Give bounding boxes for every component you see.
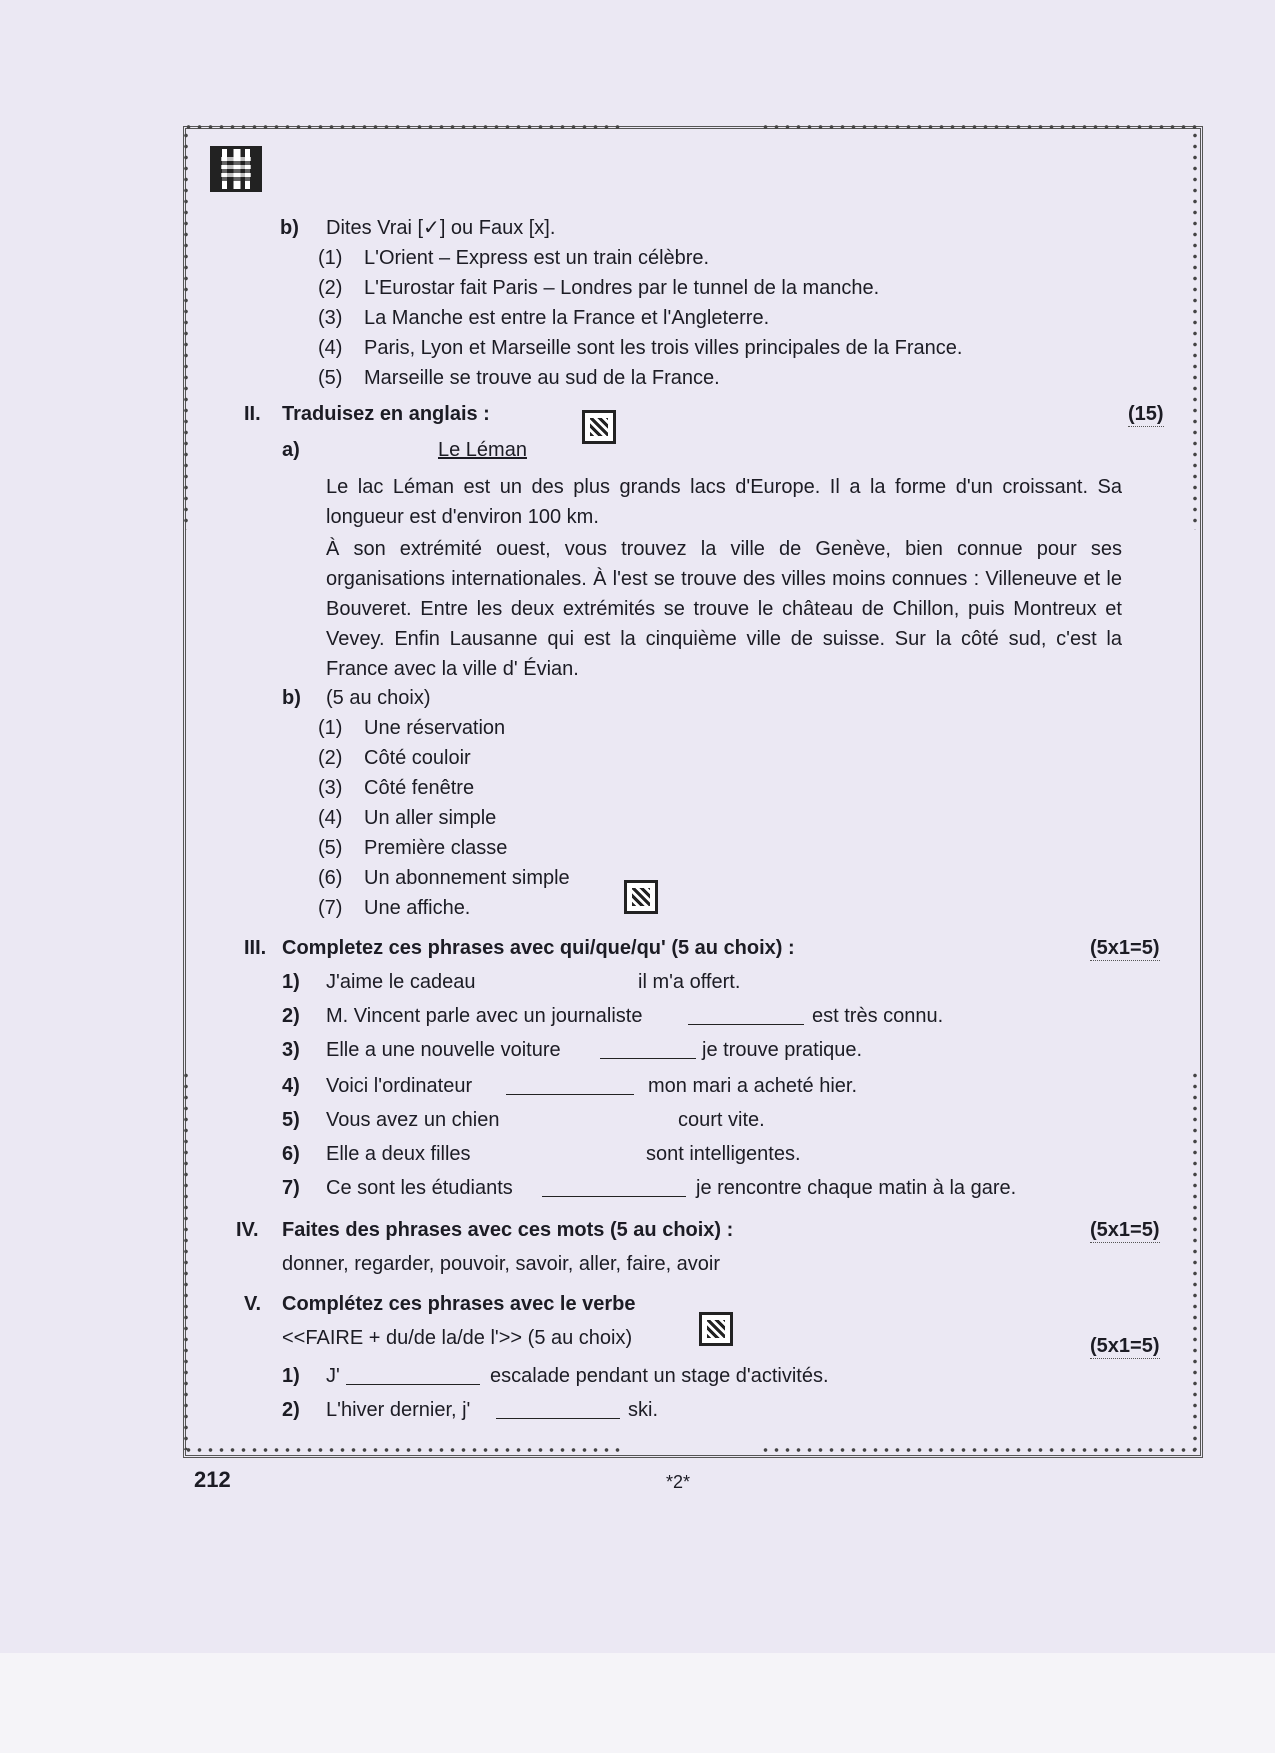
sentence-start: Elle a deux filles <box>326 1143 471 1165</box>
sentence-start: J' <box>326 1365 340 1387</box>
list-item: Un aller simple <box>364 807 497 829</box>
fill-in-blank[interactable] <box>600 1058 696 1059</box>
list-item: Une réservation <box>364 717 506 739</box>
fill-in-blank[interactable] <box>506 1094 634 1095</box>
sentence-start: Ce sont les étudiants <box>326 1177 513 1199</box>
item-number: 2) <box>282 1005 300 1027</box>
border-ornament-bottom-right <box>760 1447 1197 1453</box>
section-marks: (5x1=5) <box>1090 1219 1160 1241</box>
question-instruction: (5 au choix) <box>326 687 431 709</box>
border-ornament-left-lower <box>183 1070 189 1450</box>
item-number: 1) <box>282 971 300 993</box>
sentence-start: M. Vincent parle avec un journaliste <box>326 1005 643 1027</box>
sentence-end: court vite. <box>678 1109 765 1131</box>
item-number: 5) <box>282 1109 300 1131</box>
list-item: Côté couloir <box>364 747 471 769</box>
list-item: Un abonnement simple <box>364 867 570 889</box>
sentence-start: Vous avez un chien <box>326 1109 500 1131</box>
section-number: II. <box>244 403 261 425</box>
item-number: (4) <box>318 337 343 359</box>
border-ornament-left-upper <box>183 130 189 530</box>
section-marks: (15) <box>1128 403 1164 425</box>
question-label: b) <box>280 217 299 239</box>
list-item: L'Eurostar fait Paris – Londres par le tunnel de la manche. <box>364 277 880 299</box>
section-number: III. <box>244 937 267 959</box>
border-ornament-top-right <box>760 124 1197 130</box>
question-label: b) <box>282 687 301 709</box>
sentence-end: escalade pendant un stage d'activités. <box>490 1365 829 1387</box>
qr-code-icon <box>582 410 616 444</box>
list-item: Côté fenêtre <box>364 777 475 799</box>
list-item: Paris, Lyon et Marseille sont les trois villes principales de la France. <box>364 337 963 359</box>
sentence-end: est très connu. <box>812 1005 944 1027</box>
section-title: Traduisez en anglais : <box>282 403 490 425</box>
item-number: (5) <box>318 837 343 859</box>
sentence-end: je rencontre chaque matin à la gare. <box>696 1177 1017 1199</box>
section-marks: (5x1=5) <box>1090 1335 1160 1357</box>
item-number: (3) <box>318 307 343 329</box>
sentence-end: sont intelligentes. <box>646 1143 801 1165</box>
question-instruction: Dites Vrai [✓] ou Faux [x]. <box>326 217 556 239</box>
sentence-end: il m'a offert. <box>638 971 741 993</box>
qr-code-icon <box>699 1312 733 1346</box>
list-item: Marseille se trouve au sud de la France. <box>364 367 720 389</box>
item-number: 1) <box>282 1365 300 1387</box>
item-number: (2) <box>318 747 343 769</box>
item-number: (2) <box>318 277 343 299</box>
item-number: 2) <box>282 1399 300 1421</box>
sentence-end: mon mari a acheté hier. <box>648 1075 857 1097</box>
section-title: Complétez ces phrases avec le verbe <box>282 1293 636 1315</box>
scanner-background <box>0 1653 1275 1753</box>
item-number: 6) <box>282 1143 300 1165</box>
passage-heading: Le Léman <box>438 439 527 461</box>
section-title: Completez ces phrases avec qui/que/qu' (5 au choix) : <box>282 937 795 959</box>
list-item: La Manche est entre la France et l'Angleterre. <box>364 307 770 329</box>
sentence-start: Elle a une nouvelle voiture <box>326 1039 561 1061</box>
fill-in-blank[interactable] <box>346 1384 480 1385</box>
border-ornament-right-upper <box>1192 130 1198 530</box>
list-item: Première classe <box>364 837 508 859</box>
sentence-end: je trouve pratique. <box>702 1039 863 1061</box>
border-ornament-top-left <box>183 124 623 130</box>
question-label: a) <box>282 439 300 461</box>
passage-paragraph: Le lac Léman est un des plus grands lacs d'Europe. Il a la forme d'un croissant. Sa longueur est d'environ 100 km. <box>326 476 1122 528</box>
item-number: 7) <box>282 1177 300 1199</box>
list-item: Une affiche. <box>364 897 471 919</box>
item-number: (6) <box>318 867 343 889</box>
sentence-start: J'aime le cadeau <box>326 971 476 993</box>
fill-in-blank[interactable] <box>688 1024 804 1025</box>
fill-in-blank[interactable] <box>496 1418 620 1419</box>
border-ornament-bottom-left <box>183 1447 623 1453</box>
section-number: V. <box>244 1293 262 1315</box>
section-title: Faites des phrases avec ces mots (5 au choix) : <box>282 1219 734 1241</box>
sentence-start: Voici l'ordinateur <box>326 1075 473 1097</box>
item-number: (1) <box>318 717 343 739</box>
page-code: 212 <box>194 1467 231 1492</box>
page-number: *2* <box>666 1472 691 1492</box>
item-number: (7) <box>318 897 343 919</box>
item-number: (3) <box>318 777 343 799</box>
datamatrix-code <box>210 146 262 192</box>
section-number: IV. <box>236 1219 259 1241</box>
item-number: 4) <box>282 1075 300 1097</box>
section-subtitle: <<FAIRE + du/de la/de l'>> (5 au choix) <box>282 1327 633 1349</box>
item-number: 3) <box>282 1039 300 1061</box>
border-ornament-right-lower <box>1192 1070 1198 1450</box>
word-list: donner, regarder, pouvoir, savoir, aller, faire, avoir <box>282 1253 721 1275</box>
item-number: (1) <box>318 247 343 269</box>
list-item: L'Orient – Express est un train célèbre. <box>364 247 710 269</box>
qr-code-icon <box>624 880 658 914</box>
sentence-end: ski. <box>628 1399 658 1421</box>
sentence-start: L'hiver dernier, j' <box>326 1399 471 1421</box>
item-number: (4) <box>318 807 343 829</box>
item-number: (5) <box>318 367 343 389</box>
fill-in-blank[interactable] <box>542 1196 686 1197</box>
section-marks: (5x1=5) <box>1090 937 1160 959</box>
passage-paragraph: À son extrémité ouest, vous trouvez la ville de Genève, bien connue pour ses organisations internationales. À l'est se trouve des villes moins connues : Villeneuve et le Bouveret. Entre les deux extrémités se trouve le château de Chillon, puis Montreux et Vevey. Enfin Lausanne qui est la cinquième ville de suisse. Sur la côté sud, c'est la France avec la ville d' Évian. <box>326 538 1122 680</box>
